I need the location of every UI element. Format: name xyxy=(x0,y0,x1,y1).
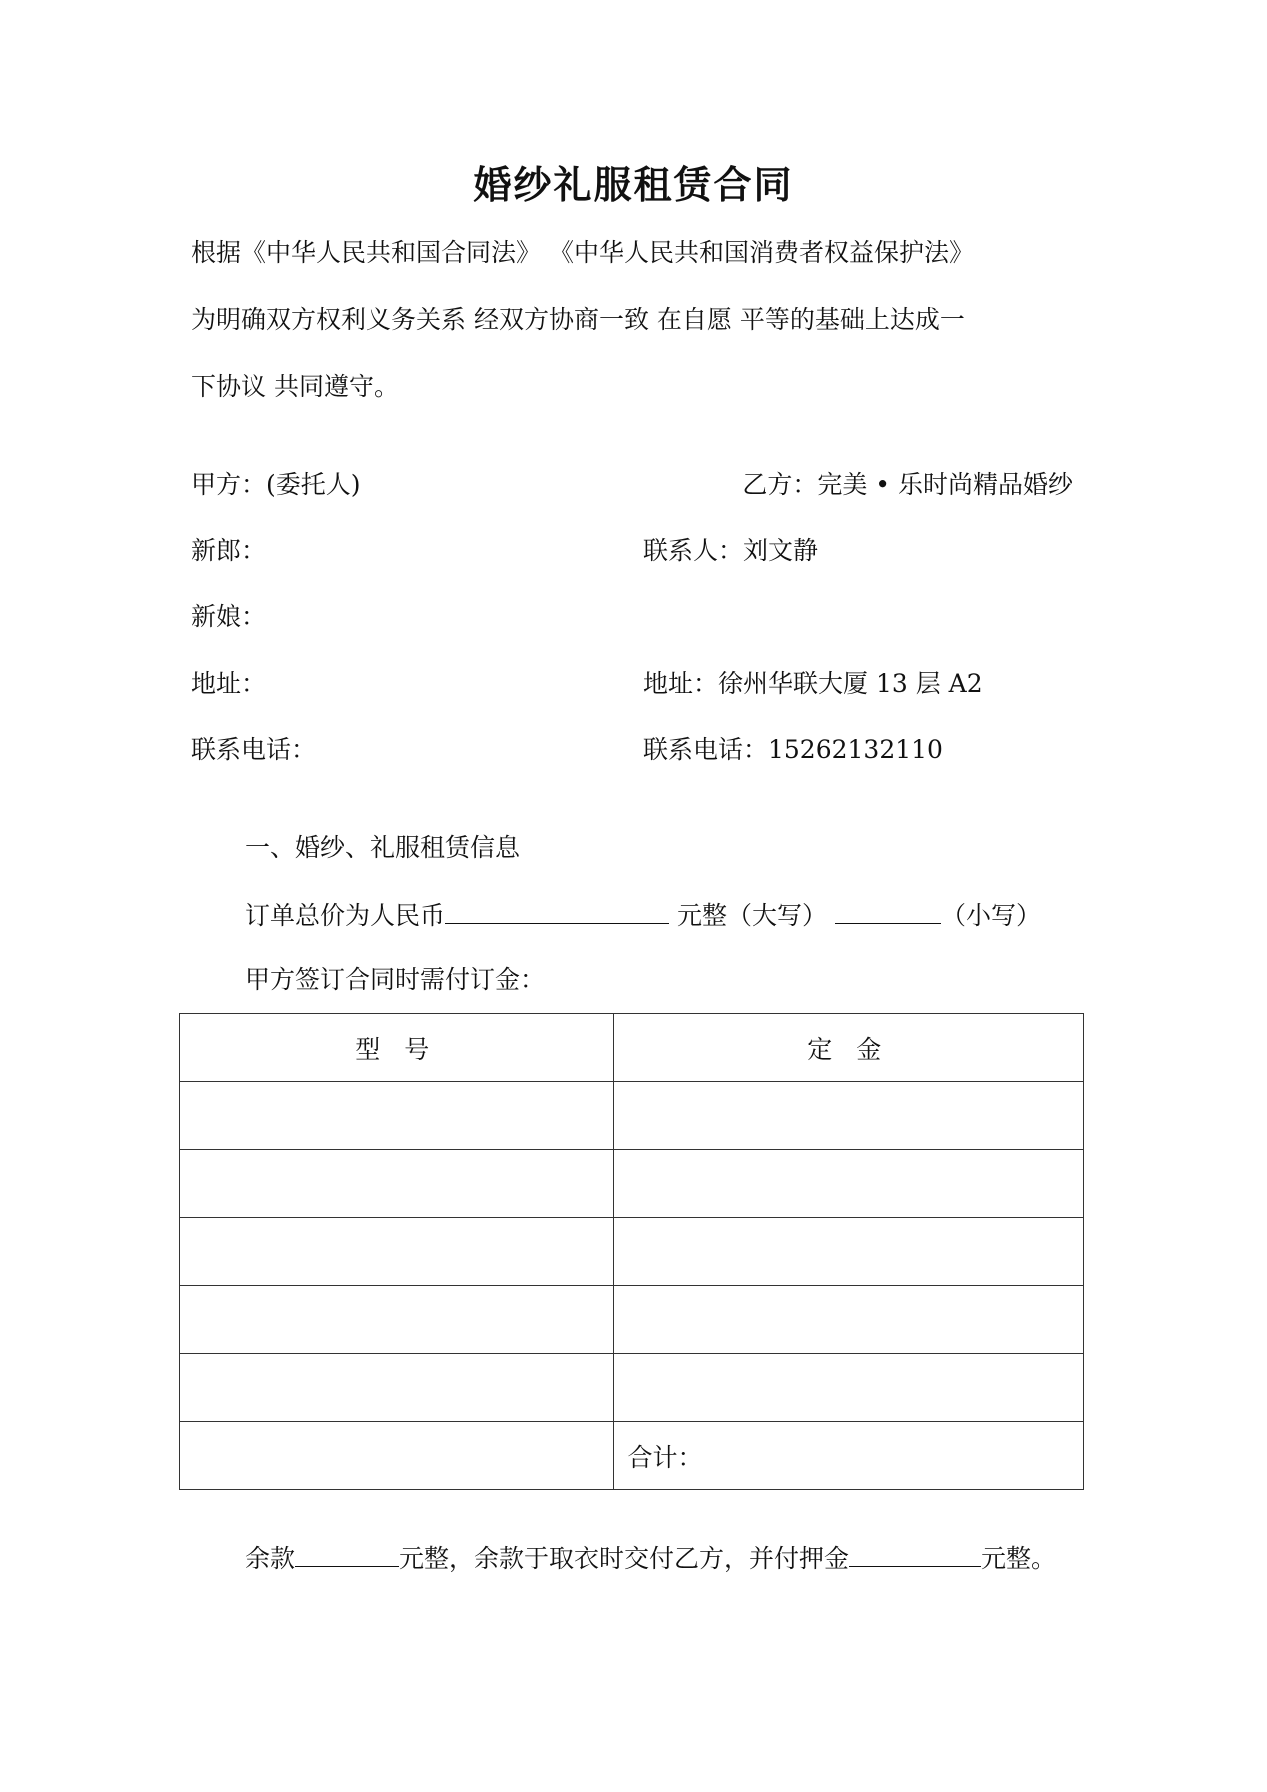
deposit-cell xyxy=(613,1354,1083,1422)
deposit-table xyxy=(179,1013,1084,1490)
groom-field: 新郎： xyxy=(191,536,267,565)
deposit-cell xyxy=(613,1218,1083,1286)
table-row xyxy=(180,1286,1084,1354)
model-cell xyxy=(180,1218,614,1286)
order-total-suffix: （小写） xyxy=(940,901,1041,930)
model-cell xyxy=(180,1150,614,1218)
order-total-prefix: 订单总价为人民币 xyxy=(245,901,446,930)
table-row xyxy=(180,1354,1084,1422)
deposit-cell xyxy=(613,1286,1083,1354)
model-cell xyxy=(180,1422,614,1490)
total-lowercase-blank xyxy=(835,897,941,924)
order-total-line xyxy=(245,897,1041,933)
total-label: 合计： xyxy=(613,1422,1083,1490)
balance-prefix: 余款 xyxy=(245,1544,296,1573)
page-title: 婚纱礼服租赁合同 xyxy=(473,162,794,207)
table-row xyxy=(180,1218,1084,1286)
intro-line-2: 为明确双方权利义务关系 经双方协商一致 在自愿 平等的基础上达成一 xyxy=(191,305,965,334)
balance-line xyxy=(245,1540,1056,1576)
table-header-row xyxy=(180,1014,1084,1082)
intro-line-1: 根据《中华人民共和国合同法》 《中华人民共和国消费者权益保护法》 xyxy=(191,238,974,267)
table-row xyxy=(180,1082,1084,1150)
balance-suffix: 元整。 xyxy=(981,1544,1057,1573)
table-row xyxy=(180,1150,1084,1218)
party-b-label: 乙方：完美 • 乐时尚精品婚纱 xyxy=(742,470,1073,499)
party-b-phone: 联系电话：15262132110 xyxy=(643,735,943,764)
security-deposit-blank xyxy=(849,1540,981,1567)
balance-mid: 元整，余款于取衣时交付乙方，并付押金 xyxy=(399,1544,850,1573)
header-model: 型 号 xyxy=(180,1014,614,1082)
intro-line-3: 下协议 共同遵守。 xyxy=(191,372,399,401)
model-cell xyxy=(180,1286,614,1354)
table-total-row xyxy=(180,1422,1084,1490)
balance-blank xyxy=(295,1540,399,1567)
deposit-line: 甲方签订合同时需付订金： xyxy=(245,965,546,994)
party-a-address: 地址： xyxy=(191,669,267,698)
model-cell xyxy=(180,1082,614,1150)
deposit-cell xyxy=(613,1082,1083,1150)
bride-field: 新娘： xyxy=(191,602,267,631)
party-b-contact: 联系人：刘文静 xyxy=(643,536,819,565)
party-a-label: 甲方：(委托人) xyxy=(191,470,361,499)
total-uppercase-blank xyxy=(445,897,669,924)
deposit-cell xyxy=(613,1150,1083,1218)
party-a-phone: 联系电话： xyxy=(191,735,317,764)
model-cell xyxy=(180,1354,614,1422)
header-deposit: 定 金 xyxy=(613,1014,1083,1082)
party-b-address: 地址：徐州华联大厦 13 层 A2 xyxy=(643,669,983,698)
section-1-heading: 一、婚纱、礼服租赁信息 xyxy=(245,833,521,862)
order-total-mid: 元整（大写） xyxy=(669,901,827,930)
